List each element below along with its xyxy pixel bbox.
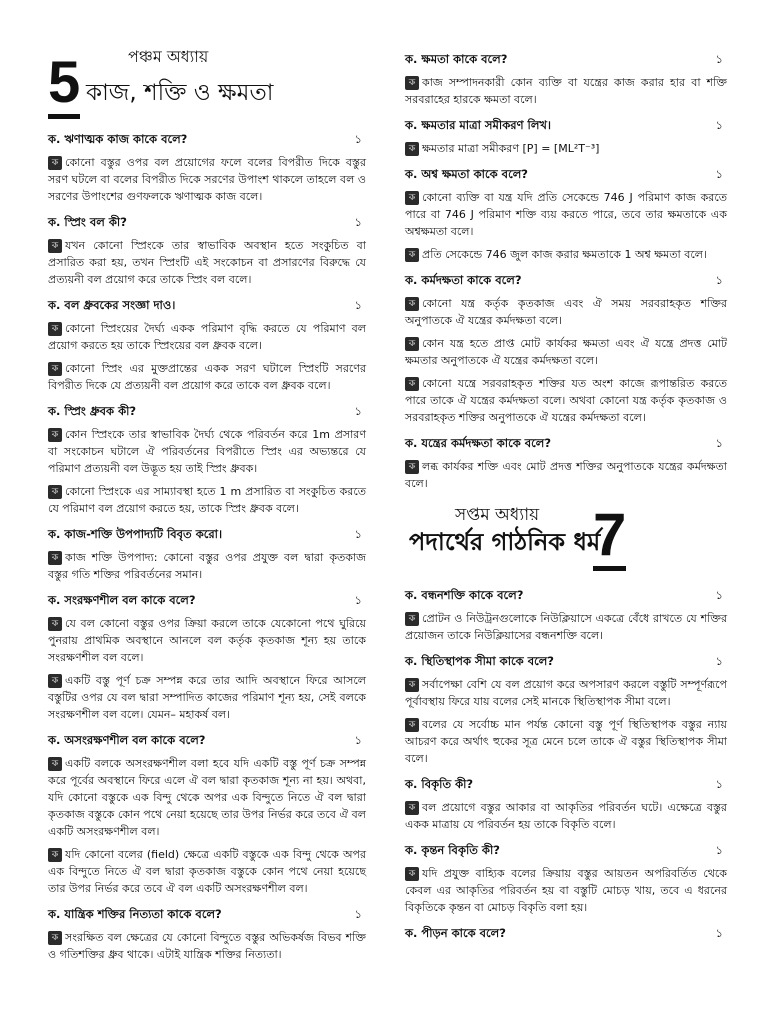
left-qa-list xyxy=(48,131,366,963)
question xyxy=(48,214,366,233)
right-qa-list-top xyxy=(405,51,727,492)
answer-badge-icon: ক xyxy=(405,248,419,262)
question-marks: ১ xyxy=(715,118,723,132)
answer-badge-icon: ক xyxy=(405,142,419,156)
answer-text: ক্ষমতার মাত্রা সমীকরণ [P] = [ML²T⁻³] xyxy=(422,142,600,155)
answer-text: কোনো স্প্রিংয়ের দৈর্ঘ্য একক পরিমাণ বৃদ্ধি করতে যে পরিমাণ বল প্রয়োগ করতে হয় তাকে স্প্রিংয়ের বল ধ্রুবক বলে। xyxy=(48,322,366,352)
question-text: ক. বিকৃতি কী? xyxy=(405,777,474,791)
answer-text: বলের যে সর্বোচ্চ মান পর্যন্ত কোনো বস্তু পূর্ণ স্থিতিস্থাপক বস্তুর ন্যায় আচরণ করে অর্থাৎ হুকের সূত্র মেনে চলে তাকে ঐ বস্তুর স্থিতিস্থাপক সীমা বলে। xyxy=(405,718,727,765)
chapter-number: 7 xyxy=(593,506,626,571)
question-text: ক. পীড়ন কাকে বলে? xyxy=(405,926,506,940)
question xyxy=(48,592,366,611)
question-marks: ১ xyxy=(715,167,723,181)
question xyxy=(405,272,727,291)
answer-text: কোন যন্ত্র হতে প্রাপ্ত মোট কার্যকর ক্ষমতা এবং ঐ যন্ত্রে প্রদত্ত মোট ক্ষমতার অনুপাতকে ঐ যন্ত্রের কর্মদক্ষতা বলে। xyxy=(405,337,727,367)
question-marks: ১ xyxy=(354,527,362,541)
answer xyxy=(48,615,366,666)
answer-text: কাজ শক্তি উপপাদ্য: কোনো বস্তুর ওপর প্রযুক্ত বল দ্বারা কৃতকাজ বস্তুর গতি শক্তির পরিবর্তনের সমান। xyxy=(48,551,366,581)
answer xyxy=(405,189,727,240)
question-marks: ১ xyxy=(715,926,723,940)
answer xyxy=(405,865,727,916)
question-text: ক. ক্ষমতা কাকে বলে? xyxy=(405,52,508,66)
question xyxy=(405,842,727,861)
answer-badge-icon: ক xyxy=(48,757,62,771)
chapter-5-header xyxy=(48,47,366,122)
question xyxy=(405,587,727,606)
question-marks: ১ xyxy=(715,843,723,857)
question-text: ক. কৃন্তন বিকৃতি কী? xyxy=(405,843,500,857)
right-qa-list-bottom xyxy=(405,587,727,944)
answer-text: কোনো ব্যক্তি বা যন্ত্র যদি প্রতি সেকেন্ডে 746 J পরিমাণ কাজ করতে পারে বা 746 J পরিমাণ শক্তি ব্যয় করতে পারে, তবে তার ক্ষমতাকে এক অশ্বক্ষমতা বলে। xyxy=(405,191,727,238)
question xyxy=(48,526,366,545)
answer-badge-icon: ক xyxy=(405,377,419,391)
chapter-7-header xyxy=(405,500,727,578)
answer-badge-icon: ক xyxy=(405,801,419,815)
answer-text: যদি কোনো বলের (field) ক্ষেত্রে একটি বস্তুকে এক বিন্দু থেকে অপর এক বিন্দুতে নিতে ঐ বল দ্বারা কৃতকাজ বস্তুকে কোন পথে নেয়া হয়েছে তার উপর নির্ভর করে তবে ঐ বল একটি অসংরক্ষণশীল বল। xyxy=(48,848,366,895)
question xyxy=(405,435,727,454)
answer-badge-icon: ক xyxy=(48,617,62,631)
chapter-label: সপ্তম অধ্যায় xyxy=(455,505,540,525)
question-marks: ১ xyxy=(715,777,723,791)
answer-text: লব্ধ কার্যকর শক্তি এবং মোট প্রদত্ত শক্তির অনুপাতকে যন্ত্রের কর্মদক্ষতা বলে। xyxy=(405,460,727,490)
question-text: ক. স্প্রিং বল কী? xyxy=(48,215,127,229)
question-marks: ১ xyxy=(715,654,723,668)
answer xyxy=(405,799,727,833)
answer-badge-icon: ক xyxy=(405,297,419,311)
question-text: ক. স্থিতিস্থাপক সীমা কাকে বলে? xyxy=(405,654,554,668)
question-text: ক. সংরক্ষণশীল বল কাকে বলে? xyxy=(48,593,196,607)
answer-text: সংরক্ষিত বল ক্ষেত্রের যে কোনো বিন্দুতে বস্তুর অভিকর্ষজ বিভব শক্তি ও গতিশক্তির ধ্রুব থাকে। এটাই যান্ত্রিক শক্তির নিত্যতা। xyxy=(48,931,366,961)
question-text: ক. যান্ত্রিক শক্তির নিত্যতা কাকে বলে? xyxy=(48,907,222,921)
answer xyxy=(48,755,366,840)
question-marks: ১ xyxy=(354,132,362,146)
question-marks: ১ xyxy=(354,298,362,312)
question xyxy=(405,653,727,672)
answer xyxy=(405,140,727,157)
right-column xyxy=(405,42,727,948)
question xyxy=(48,403,366,422)
chapter-title: পদার্থের গাঠনিক ধর্ম xyxy=(409,528,601,556)
answer xyxy=(48,426,366,477)
answer-badge-icon: ক xyxy=(48,551,62,565)
question xyxy=(48,297,366,316)
question-marks: ১ xyxy=(715,436,723,450)
answer-badge-icon: ক xyxy=(405,718,419,732)
question-marks: ১ xyxy=(354,733,362,747)
question-text: ক. কর্মদক্ষতা কাকে বলে? xyxy=(405,273,522,287)
chapter-label: পঞ্চম অধ্যায় xyxy=(128,47,209,66)
question-text: ক. বল ধ্রুবকের সংজ্ঞা দাও। xyxy=(48,298,176,312)
answer-text: বল প্রয়োগে বস্তুর আকার বা আকৃতির পরিবর্তন ঘটে। এক্ষেত্রে বস্তুর একক মাত্রায় যে পরিবর্তন হয় তাকে বিকৃতি বলে। xyxy=(405,801,727,831)
question-text: ক. ঋণাত্মক কাজ কাকে বলে? xyxy=(48,132,188,146)
answer xyxy=(405,676,727,710)
answer-text: কাজ সম্পাদনকারী কোন ব্যক্তি বা যন্ত্রের কাজ করার হার বা শক্তি সরবরাহের হারকে ক্ষমতা বলে। xyxy=(405,76,727,106)
question-text: ক. স্প্রিং ধ্রুবক কী? xyxy=(48,404,137,418)
answer-text: কোন স্প্রিংকে তার স্বাভাবিক দৈর্ঘ্য থেকে পরিবর্তন করে 1m প্রসারণ বা সংকোচন ঘটালে ঐ পরিবর্তনের বিপরীতে স্প্রিং এর অভ্যন্তরে যে পরিমাণ প্রত্যয়নী বল উদ্ভূত হয় তাই স্প্রিং ধ্রুবক। xyxy=(48,428,366,475)
answer xyxy=(405,375,727,426)
question xyxy=(48,906,366,925)
answer-badge-icon: ক xyxy=(48,848,62,862)
question-marks: ১ xyxy=(354,593,362,607)
answer xyxy=(48,846,366,897)
question-text: ক. যন্ত্রের কর্মদক্ষতা কাকে বলে? xyxy=(405,436,552,450)
answer-badge-icon: ক xyxy=(405,191,419,205)
question xyxy=(405,925,727,944)
answer-badge-icon: ক xyxy=(405,678,419,692)
question-text: ক. বন্ধনশক্তি কাকে বলে? xyxy=(405,588,524,602)
answer-badge-icon: ক xyxy=(405,337,419,351)
left-column xyxy=(48,47,366,969)
question-text: ক. কাজ-শক্তি উপপাদ্যটি বিবৃত করো। xyxy=(48,527,223,541)
answer xyxy=(48,360,366,394)
answer xyxy=(48,483,366,517)
question xyxy=(48,732,366,751)
answer-text: প্রতি সেকেন্ডে 746 জুল কাজ করার ক্ষমতাকে 1 অশ্ব ক্ষমতা বলে। xyxy=(422,248,707,261)
answer-text: কোনো যন্ত্রে সরবরাহকৃত শক্তির যত অংশ কাজে রূপান্তরিত করতে পারে তাকে ঐ যন্ত্রের কর্মদক্ষতা বলে। অথবা কোনো যন্ত্র কর্তৃক কৃতকাজ ও সরবরাহকৃত শক্তির অনুপাতকে ঐ যন্ত্রের কর্মদক্ষতা বলে। xyxy=(405,377,727,424)
answer-badge-icon: ক xyxy=(48,322,62,336)
question-marks: ১ xyxy=(354,907,362,921)
answer xyxy=(405,295,727,329)
answer-badge-icon: ক xyxy=(405,76,419,90)
question xyxy=(405,51,727,70)
chapter-title: কাজ, শক্তি ও ক্ষমতা xyxy=(86,80,274,106)
answer xyxy=(405,246,727,263)
question-text: ক. অসংরক্ষণশীল বল কাকে বলে? xyxy=(48,733,206,747)
question xyxy=(405,117,727,136)
answer xyxy=(48,320,366,354)
answer xyxy=(48,549,366,583)
answer-text: সর্বাপেক্ষা বেশি যে বল প্রয়োগ করে অপসারণ করলে বস্তুটি সম্পূর্ণরূপে পূর্বাবস্থায় ফিরে যায় বলের সেই মানকে স্থিতিস্থাপক সীমা বলে। xyxy=(405,678,727,708)
question-marks: ১ xyxy=(354,404,362,418)
question-marks: ১ xyxy=(354,215,362,229)
answer-badge-icon: ক xyxy=(48,156,62,170)
answer-text: যখন কোনো স্প্রিংকে তার স্বাভাবিক অবস্থান হতে সংকুচিত বা প্রসারিত করা হয়, তখন স্প্রিংটি এই সংকোচন বা প্রসারণের বিরুদ্ধে যে প্রত্যয়নী বল প্রয়োগ করে তাকে স্প্রিং বল বলে। xyxy=(48,239,366,286)
question-marks: ১ xyxy=(715,588,723,602)
answer-text: কোনো বস্তুর ওপর বল প্রয়োগের ফলে বলের বিপরীত দিকে বস্তুর সরণ ঘটলে বা বলের বিপরীত দিকে সরণের উপাংশ থাকলে তাহলে বল ও সরণের উপাংশের গুণফলকে ঋণাত্মক কাজ বলে। xyxy=(48,156,366,203)
answer-badge-icon: ক xyxy=(405,460,419,474)
answer-text: কোনো স্প্রিং এর মুক্তপ্রান্তের একক সরণ ঘটালে স্প্রিংটি সরণের বিপরীত দিকে যে প্রত্যয়নী বল প্রয়োগ করে তাকে বল ধ্রুবক বলে। xyxy=(48,362,366,392)
answer-badge-icon: ক xyxy=(48,674,62,688)
answer-badge-icon: ক xyxy=(48,931,62,945)
answer-text: যে বল কোনো বস্তুর ওপর ক্রিয়া করলে তাকে যেকোনো পথে ঘুরিয়ে পুনরায় প্রাথমিক অবস্থানে আনলে বল কর্তৃক কৃতকাজ শূন্য হয় তাকে সংরক্ষণশীল বল বলে। xyxy=(48,617,366,664)
answer-badge-icon: ক xyxy=(48,362,62,376)
question-marks: ১ xyxy=(715,273,723,287)
answer xyxy=(405,716,727,767)
question-text: ক. অশ্ব ক্ষমতা কাকে বলে? xyxy=(405,167,528,181)
answer xyxy=(405,335,727,369)
answer xyxy=(48,154,366,205)
answer-badge-icon: ক xyxy=(405,867,419,881)
answer-text: যদি প্রযুক্ত বাহ্যিক বলের ক্রিয়ায় বস্তুর আয়তন অপরিবর্তিত থেকে কেবল এর আকৃতির পরিবর্তন হয় বা বস্তুটি মোচড় খায়, তবে এ ধরনের বিকৃতিকে কৃন্তন বা মোচড় বিকৃতি বলা হয়। xyxy=(405,867,727,914)
answer-text: কোনো স্প্রিংকে এর সাম্যাবস্থা হতে 1 m প্রসারিত বা সংকুচিত করতে যে পরিমাণ বল প্রয়োগ করতে হয়, তাকে স্প্রিং ধ্রুবক বলে। xyxy=(48,485,366,515)
answer xyxy=(48,237,366,288)
answer-badge-icon: ক xyxy=(48,485,62,499)
answer xyxy=(405,610,727,644)
question xyxy=(405,776,727,795)
answer-text: প্রোটন ও নিউট্রনগুলোকে নিউক্লিয়াসে একত্রে বেঁধে রাখতে যে শক্তির প্রয়োজন তাকে নিউক্লিয়াসের বন্ধনশক্তি বলে। xyxy=(405,612,727,642)
question xyxy=(48,131,366,150)
chapter-number: 5 xyxy=(48,54,80,119)
question-marks: ১ xyxy=(715,52,723,66)
question-text: ক. ক্ষমতার মাত্রা সমীকরণ লিখ। xyxy=(405,118,552,132)
answer-text: কোনো যন্ত্র কর্তৃক কৃতকাজ এবং ঐ সময় সরবরাহকৃত শক্তির অনুপাতকে ঐ যন্ত্রের কর্মদক্ষতা বলে। xyxy=(405,297,727,327)
question xyxy=(405,166,727,185)
answer xyxy=(405,458,727,492)
answer-badge-icon: ক xyxy=(405,612,419,626)
answer xyxy=(48,929,366,963)
answer-badge-icon: ক xyxy=(48,239,62,253)
answer-text: একটি বস্তু পূর্ণ চক্র সম্পন্ন করে তার আদি অবস্থানে ফিরে আসলে বস্তুটির ওপর যে বল দ্বারা সম্পাদিত কাজের পরিমাণ শূন্য হয়, সেই বলকে সংরক্ষণশীল বল বলে। যেমন– মহাকর্ষ বল। xyxy=(48,674,366,721)
answer xyxy=(405,74,727,108)
answer-badge-icon: ক xyxy=(48,428,62,442)
answer xyxy=(48,672,366,723)
answer-text: একটি বলকে অসংরক্ষণশীল বলা হবে যদি একটি বস্তু পূর্ণ চক্র সম্পন্ন করে পূর্বের অবস্থানে ফিরে এলে ঐ বল দ্বারা কৃতকাজ শূন্য না হয়। অথবা, যদি কোনো বস্তুকে এক বিন্দু থেকে অপর এক বিন্দুতে নিতে ঐ বল দ্বারা কৃতকাজ বস্তুকে কোন পথে নেয়া হয়েছে তার উপর নির্ভর করে তবে ঐ বল একটি অসংরক্ষণশীল বল। xyxy=(48,757,366,838)
